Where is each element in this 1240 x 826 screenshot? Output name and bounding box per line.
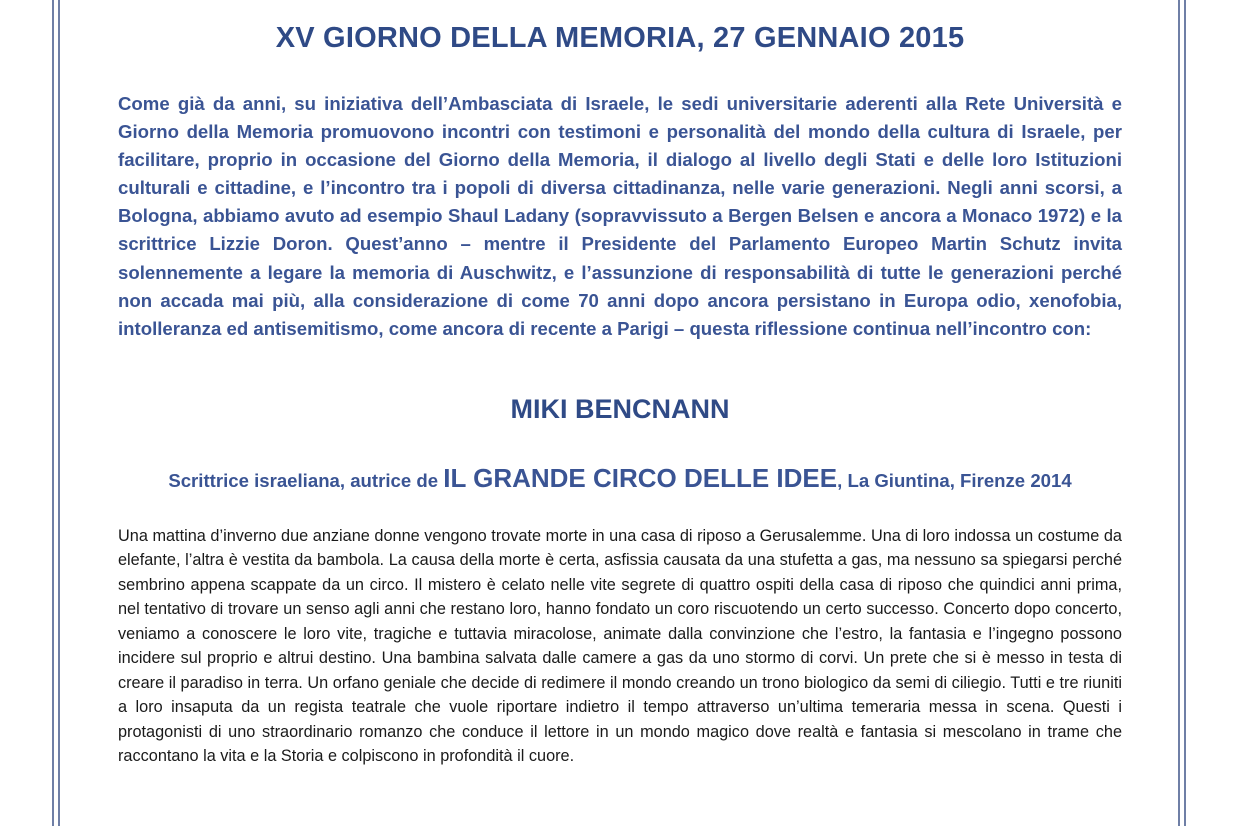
subtitle-suffix: , La Giuntina, Firenze 2014 <box>837 470 1072 491</box>
subtitle-prefix: Scrittrice israeliana, autrice de <box>168 470 439 491</box>
cut-off-line <box>118 812 1122 826</box>
synopsis-paragraph: Una mattina d’inverno due anziane donne vengono trovate morte in una casa di riposo a Gerusalemme. Una di loro indossa un costume da elefante, l’altra è vestita da bambola. La causa della morte è certa, asfissia causata da una stufetta a gas, ma nessuno sa spiegarsi perché sembrino appena scappate da un circo. Il mistero è celato nelle vite segrete di quattro ospiti della casa di riposo che quindici anni prima, nel tentativo di trovare un senso agli anni che restano loro, hanno fondato un coro riscuotendo un certo successo. Concerto dopo concerto, veniamo a conoscere le loro vite, tragiche e tuttavia miracolose, animate dalla convinzione che l’estro, la fantasia e l’ingegno possono incidere sul proprio e altrui destino. Una bambina salvata dalle camere a gas da uno stormo di corvi. Un prete che si è messo in testa di creare il paradiso in terra. Un orfano geniale che decide di redimere il mondo creando un trono biologico da semi di ciliegio. Tutti e tre riuniti a loro insaputa da un regista teatrale che vuole riportare indietro il tempo attraverso un’ultima temeraria messa in scena. Questi i protagonisti di uno straordinario romanzo che conduce il lettore in un mondo magico dove realtà e fantasia si mescolano in trame che raccontano la vita e la Storia e colpiscono in profondità il cuore. <box>118 527 1122 766</box>
document-title: XV GIORNO DELLA MEMORIA, 27 GENNAIO 2015 <box>275 22 965 54</box>
intro-paragraph: Come già da anni, su iniziativa dell’Ambasciata di Israele, le sedi universitarie aderenti alla Rete Università e Giorno della Memoria promuovono incontri con testimoni e personalità del mondo della cultura di Israele, per facilitare, proprio in occasione del Giorno della Memoria, il dialogo al livello degli Stati e delle loro Istituzioni culturali e cittadine, e l’incontro tra i popoli di diversa cittadinanza, nelle varie generazioni. Negli anni scorsi, a Bologna, abbiamo avuto ad esempio Shaul Ladany (sopravvissuto a Bergen Belsen e ancora a Monaco 1972) e la scrittrice Lizzie Doron. Quest’anno – mentre il Presidente del Parlamento Europeo Martin Schutz invita solennemente a legare la memoria di Auschwitz, e l’assunzione di responsabilità di tutte le generazioni perché non accada mai più, alla considerazione di come 70 anni dopo ancora persistano in Europa odio, xenofobia, intolleranza ed antisemitismo, come ancora di recente a Parigi – questa riflessione continua nell’incontro con: <box>118 93 1122 339</box>
page-border-right <box>1178 0 1186 826</box>
guest-name: MIKI BENCNANN <box>510 394 730 424</box>
book-title: IL GRANDE CIRCO DELLE IDEE <box>443 463 838 493</box>
page-border-left <box>52 0 60 826</box>
book-subtitle <box>118 463 1122 494</box>
